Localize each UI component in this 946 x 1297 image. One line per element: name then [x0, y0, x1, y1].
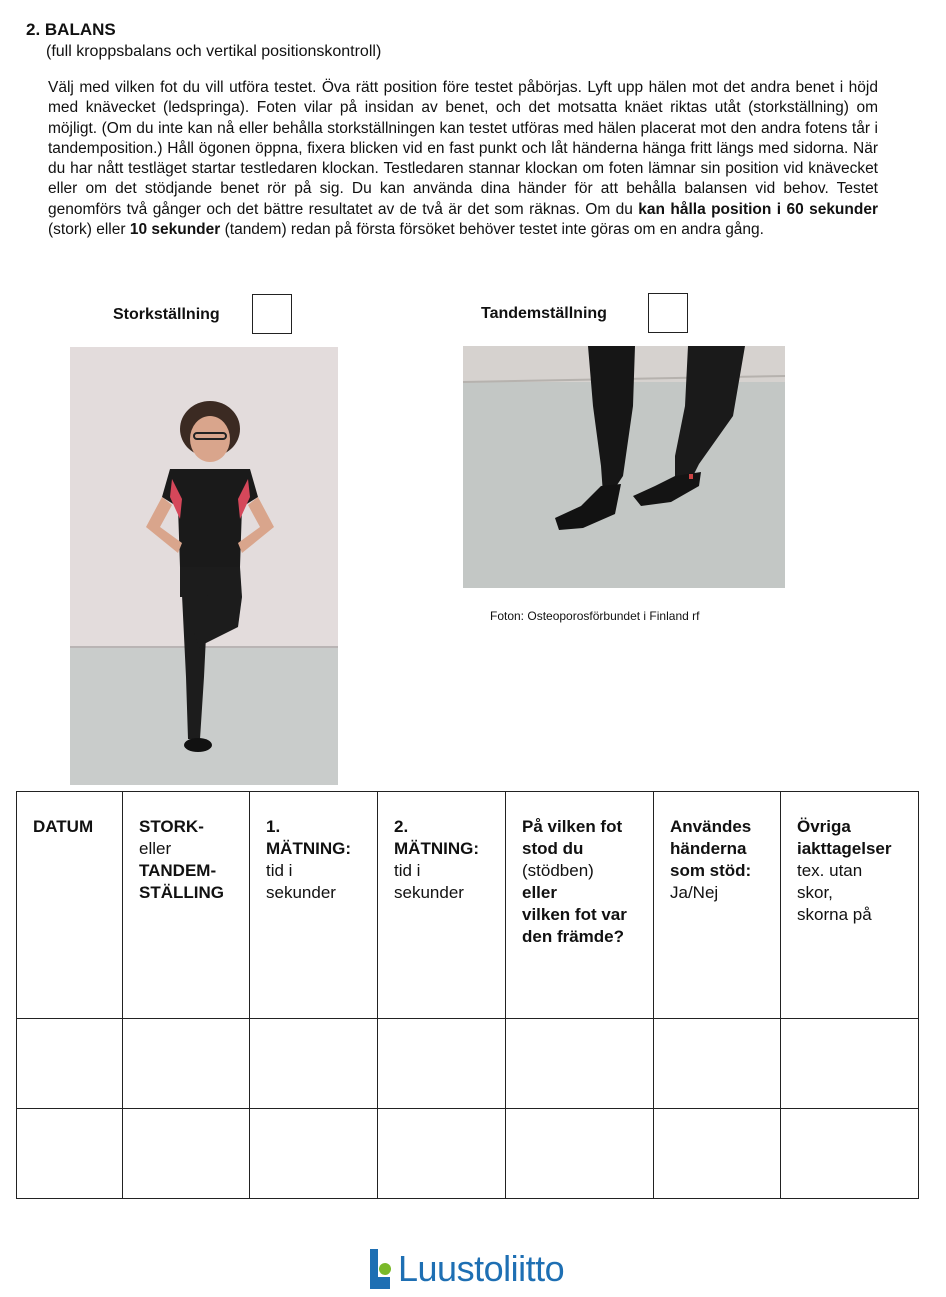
header-supporting-foot: På vilken fot stod du (stödben) eller vilken fot var den främde? — [506, 792, 654, 1019]
cell-stance[interactable] — [123, 1108, 250, 1198]
cell-measurement-2[interactable] — [378, 1018, 506, 1108]
cell-supporting-foot[interactable] — [506, 1108, 654, 1198]
cell-measurement-2[interactable] — [378, 1108, 506, 1198]
cell-hands-support[interactable] — [654, 1108, 781, 1198]
header-measurement-1: 1. MÄTNING: tid i sekunder — [250, 792, 378, 1019]
table-row — [17, 1108, 919, 1198]
tandem-label: Tandemställning — [481, 305, 607, 322]
results-table — [16, 791, 919, 1199]
cell-supporting-foot[interactable] — [506, 1018, 654, 1108]
table-header-row — [17, 792, 919, 1019]
header-measurement-2: 2. MÄTNING: tid i sekunder — [378, 792, 506, 1019]
tandem-checkbox[interactable] — [648, 293, 688, 333]
section-subtitle: (full kroppsbalans och vertikal positionskontroll) — [46, 43, 382, 60]
cell-datum[interactable] — [17, 1108, 123, 1198]
cell-measurement-1[interactable] — [250, 1018, 378, 1108]
cell-other-observations[interactable] — [781, 1018, 919, 1108]
cell-other-observations[interactable] — [781, 1108, 919, 1198]
section-title: 2. BALANS — [26, 20, 116, 39]
photo-caption: Foton: Osteoporosförbundet i Finland rf — [490, 609, 700, 623]
cell-measurement-1[interactable] — [250, 1108, 378, 1198]
header-hands-support: Användes händerna som stöd: Ja/Nej — [654, 792, 781, 1019]
cell-stance[interactable] — [123, 1018, 250, 1108]
stork-stance-photo — [70, 347, 338, 785]
cell-hands-support[interactable] — [654, 1018, 781, 1108]
header-datum: DATUM — [17, 792, 123, 1019]
header-other-observations: Övriga iakttagelser tex. utan skor, skorna på — [781, 792, 919, 1019]
table-row — [17, 1018, 919, 1108]
instructions-paragraph: Välj med vilken fot du vill utföra testet. Öva rätt position före testet påbörjas. Lyft upp hälen mot det andra benet i höjd med knävecket (ledspringa). Foten vilar på insidan av benet, och det motsatta knäet riktas utåt (storkställning) om möjligt. (Om du inte kan nå eller behålla storkställningen kan testet utföras med hälen placerat mot den andra fotens tår i tandemposition.) Håll ögonen öppna, fixera blicken vid en fast punkt och låt händerna hänga fritt längs med sidorna. När du har nått testläget startar testledaren klockan. Testledaren stannar klockan om foten lämnar sin position vid knävecket eller om det stödjande benet rör på sig. Du kan använda dina händer för att behålla balansen vid behov. Testet genomförs två gånger och det bättre resultatet av de två är det som räknas. Om du kan hålla position i 60 sekunder (stork) eller 10 sekunder (tandem) redan på första försöket behöver testet inte göras om en andra gång. — [48, 79, 878, 239]
header-stance: STORK- eller TANDEM- STÄLLING — [123, 792, 250, 1019]
stork-checkbox[interactable] — [252, 294, 292, 334]
tandem-stance-photo — [463, 346, 785, 588]
logo-mark-icon — [370, 1249, 396, 1289]
stork-label: Storkställning — [113, 306, 220, 323]
luustoliitto-logo — [370, 1247, 564, 1291]
logo-text: Luustoliitto — [398, 1248, 565, 1289]
cell-datum[interactable] — [17, 1018, 123, 1108]
